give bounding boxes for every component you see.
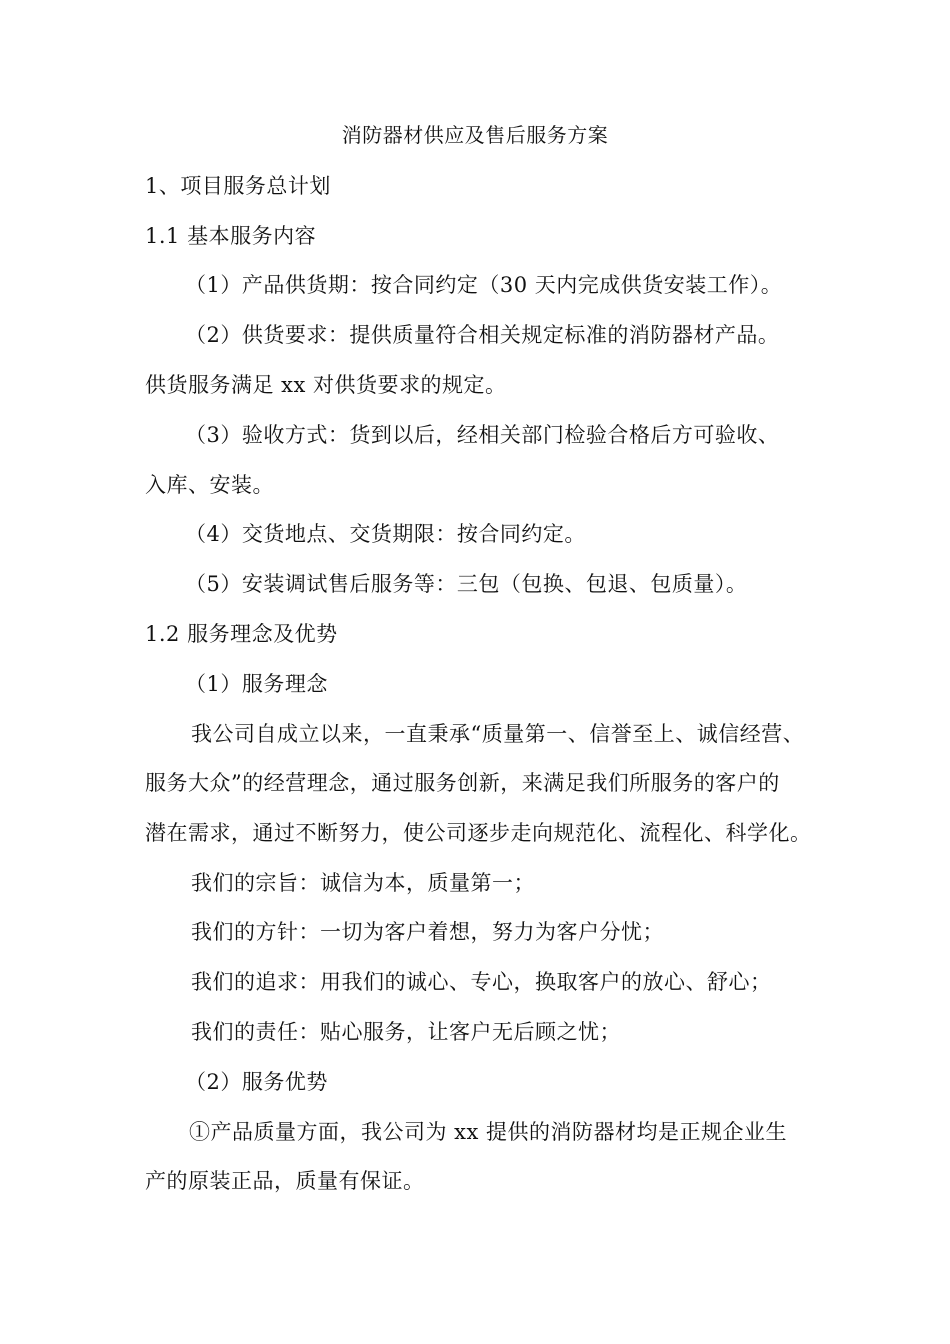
motto-policy: 我们的方针：一切为客户着想，努力为客户分忧； [191, 920, 664, 944]
subheading-service-concept: （1）服务理念 [185, 672, 328, 696]
paragraph-acceptance-method: （3）验收方式：货到以后，经相关部门检验合格后方可验收、 [185, 423, 780, 447]
motto-responsibility: 我们的责任：贴心服务，让客户无后顾之忧； [191, 1020, 621, 1044]
motto-pursuit: 我们的追求：用我们的诚心、专心，换取客户的放心、舒心； [191, 970, 772, 994]
paragraph-supply-requirements: （2）供货要求：提供质量符合相关规定标准的消防器材产品。 [185, 323, 780, 347]
subheading-service-advantages: （2）服务优势 [185, 1070, 328, 1094]
paragraph-concept-line1: 我公司自成立以来，一直秉承“质量第一、信誉至上、诚信经营、 [191, 722, 805, 746]
paragraph-acceptance-method-cont: 入库、安装。 [145, 473, 274, 497]
paragraph-advantage-line1: ①产品质量方面，我公司为 xx 提供的消防器材均是正规企业生 [189, 1120, 788, 1144]
heading-1: 1、项目服务总计划 [145, 174, 331, 198]
document-title: 消防器材供应及售后服务方案 [341, 123, 609, 147]
paragraph-delivery-period: （1）产品供货期：按合同约定（30 天内完成供货安装工作）。 [185, 273, 783, 297]
paragraph-supply-requirements-cont: 供货服务满足 xx 对供货要求的规定。 [145, 373, 507, 397]
motto-purpose: 我们的宗旨：诚信为本，质量第一； [191, 871, 535, 895]
paragraph-concept-line3: 潜在需求，通过不断努力，使公司逐步走向规范化、流程化、科学化。 [145, 821, 812, 845]
paragraph-concept-line2: 服务大众”的经营理念，通过服务创新，来满足我们所服务的客户的 [145, 771, 780, 795]
heading-1-1: 1.1 基本服务内容 [145, 224, 317, 248]
paragraph-delivery-location: （4）交货地点、交货期限：按合同约定。 [185, 522, 586, 546]
heading-1-2: 1.2 服务理念及优势 [145, 622, 338, 646]
paragraph-advantage-line2: 产的原装正品，质量有保证。 [145, 1169, 425, 1193]
paragraph-after-sales: （5）安装调试售后服务等：三包（包换、包退、包质量）。 [185, 572, 748, 596]
